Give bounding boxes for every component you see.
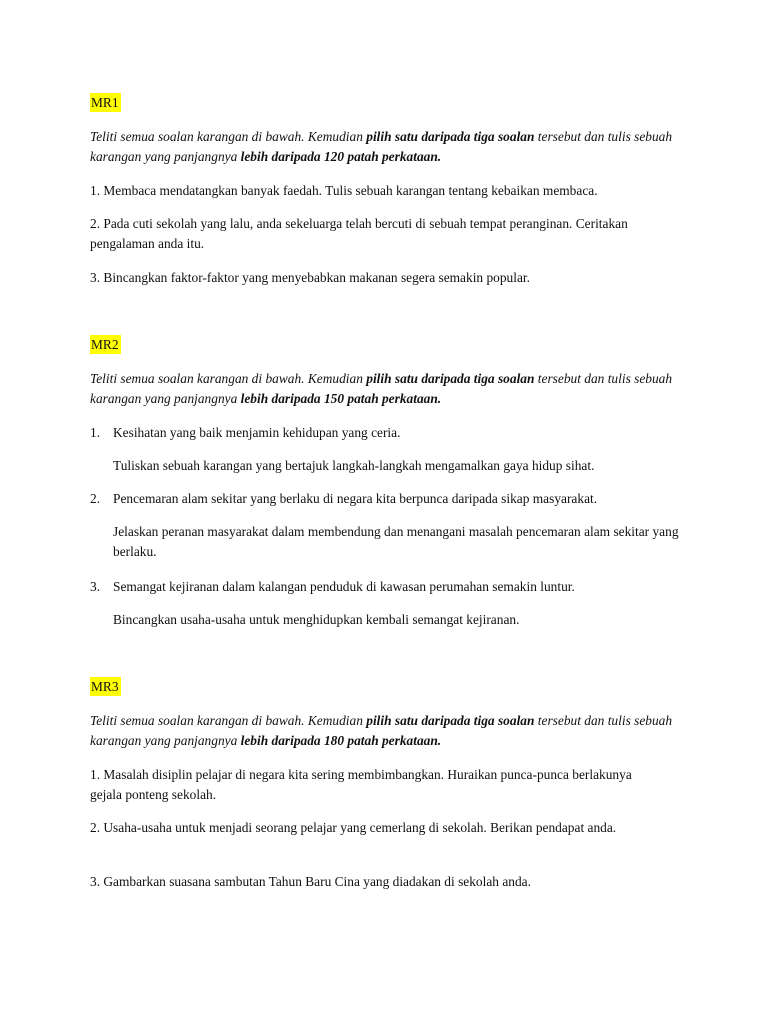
instruction-emphasis: pilih satu daripada tiga soalan xyxy=(366,713,535,728)
mr2-question-1-task: Tuliskan sebuah karangan yang bertajuk langkah-langkah mengamalkan gaya hidup sihat. xyxy=(113,458,595,473)
mr3-question-2: 2. Usaha-usaha untuk menjadi seorang pelajar yang cemerlang di sekolah. Berikan pendapat anda. xyxy=(90,820,617,835)
mr1-question-3: 3. Bincangkan faktor-faktor yang menyebabkan makanan segera semakin popular. xyxy=(90,270,530,285)
mr1-question-1: 1. Membaca mendatangkan banyak faedah. Tulis sebuah karangan tentang kebaikan membaca. xyxy=(90,183,598,198)
instruction-text: Teliti semua soalan karangan di bawah. Kemudian xyxy=(90,713,367,728)
mr2-question-2 xyxy=(90,489,690,509)
question-number: 1. xyxy=(90,425,101,440)
mr2-question-3-task: Bincangkan usaha-usaha untuk menghidupkan kembali semangat kejiranan. xyxy=(113,612,520,627)
instruction-text: tersebut dan tulis sebuah karangan yang panjangnya xyxy=(90,129,673,164)
mr2-question-1 xyxy=(90,423,690,443)
instruction-emphasis: lebih daripada 150 patah perkataan. xyxy=(240,391,442,406)
section-label-highlight: MR1 xyxy=(91,95,119,110)
question-number: 3. xyxy=(90,579,101,594)
section-label-highlight: MR2 xyxy=(91,337,119,352)
section-mr3-instruction xyxy=(90,711,680,751)
section-label-highlight: MR3 xyxy=(91,679,119,694)
section-mr3-label xyxy=(90,677,690,697)
instruction-emphasis: lebih daripada 120 patah perkataan. xyxy=(240,149,442,164)
question-statement: Semangat kejiranan dalam kalangan penduduk di kawasan perumahan semakin luntur. xyxy=(113,579,575,594)
instruction-emphasis: pilih satu daripada tiga soalan xyxy=(366,371,535,386)
instruction-emphasis: pilih satu daripada tiga soalan xyxy=(366,129,535,144)
mr2-question-3 xyxy=(90,577,690,597)
section-mr2-instruction xyxy=(90,369,680,409)
section-mr1-label xyxy=(90,93,690,113)
mr3-question-3: 3. Gambarkan suasana sambutan Tahun Baru Cina yang diadakan di sekolah anda. xyxy=(90,874,531,889)
instruction-text: Teliti semua soalan karangan di bawah. Kemudian xyxy=(90,371,367,386)
mr2-question-2-task: Jelaskan peranan masyarakat dalam membendung dan menangani masalah pencemaran alam sekitar yang berlaku. xyxy=(113,524,679,559)
mr3-question-1: 1. Masalah disiplin pelajar di negara kita sering membimbangkan. Huraikan punca-punca berlakunya gejala ponteng sekolah. xyxy=(90,767,632,802)
section-mr2-label xyxy=(90,335,690,355)
question-statement: Kesihatan yang baik menjamin kehidupan yang ceria. xyxy=(113,425,401,440)
question-number: 2. xyxy=(90,491,101,506)
question-statement: Pencemaran alam sekitar yang berlaku di negara kita berpunca daripada sikap masyarakat. xyxy=(113,491,598,506)
instruction-text: Teliti semua soalan karangan di bawah. Kemudian xyxy=(90,129,367,144)
section-mr1-instruction xyxy=(90,127,680,167)
instruction-text: tersebut dan tulis sebuah karangan yang panjangnya xyxy=(90,371,673,406)
instruction-emphasis: lebih daripada 180 patah perkataan. xyxy=(240,733,442,748)
mr1-question-2: 2. Pada cuti sekolah yang lalu, anda sekeluarga telah bercuti di sebuah tempat peranginan. Ceritakan pengalaman anda itu. xyxy=(90,216,628,251)
instruction-text: tersebut dan tulis sebuah karangan yang panjangnya xyxy=(90,713,673,748)
